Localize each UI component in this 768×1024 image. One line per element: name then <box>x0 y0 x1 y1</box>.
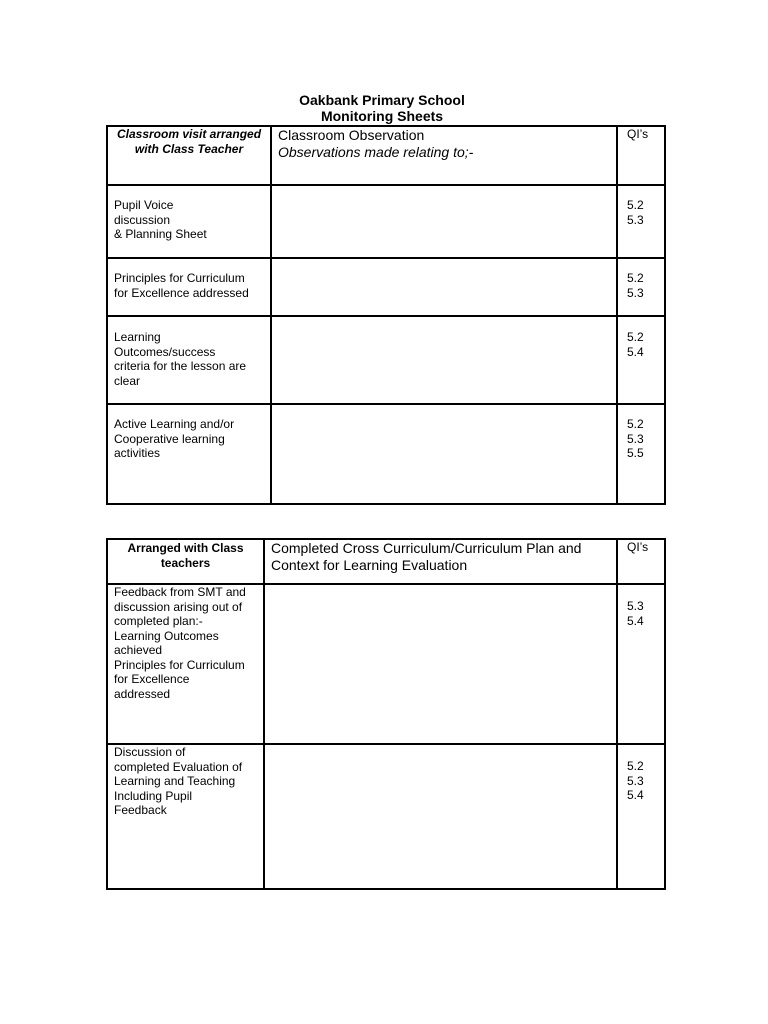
row-qis: 5.2 5.3 5.5 <box>617 404 665 504</box>
observation-cell[interactable] <box>271 258 617 316</box>
sheet-title: Monitoring Sheets <box>320 108 444 124</box>
school-name: Oakbank Primary School <box>299 92 465 108</box>
header-observation-subtitle: Observations made relating to;- <box>278 144 474 160</box>
row-qis: 5.2 5.4 <box>617 316 665 404</box>
evaluation-cell[interactable] <box>264 584 617 744</box>
row-label: Principles for Curriculum for Excellence addressed <box>107 258 271 316</box>
header-qis: QI’s <box>617 126 665 185</box>
header-observation <box>271 126 617 185</box>
header-visit-arrangement: Classroom visit arranged with Class Teacher <box>107 126 271 185</box>
row-label: Feedback from SMT and discussion arising out of completed plan:- Learning Outcomes achieved Principles for Curriculum for Excellence addressed <box>107 584 264 744</box>
row-qis: 5.2 5.3 <box>617 258 665 316</box>
row-label: Learning Outcomes/success criteria for the lesson are clear <box>107 316 271 404</box>
header-plan-evaluation: Completed Cross Curriculum/Curriculum Plan and Context for Learning Evaluation <box>264 539 617 584</box>
observation-cell[interactable] <box>271 404 617 504</box>
table-row <box>107 316 665 404</box>
table-row <box>107 584 665 744</box>
header-qis: QI’s <box>617 539 665 584</box>
row-qis: 5.2 5.3 5.4 <box>617 744 665 889</box>
classroom-observation-table <box>106 125 666 505</box>
evaluation-cell[interactable] <box>264 744 617 889</box>
table-row <box>107 404 665 504</box>
row-label: Pupil Voice discussion & Planning Sheet <box>107 185 271 258</box>
observation-cell[interactable] <box>271 185 617 258</box>
curriculum-evaluation-table <box>106 538 666 890</box>
row-qis: 5.3 5.4 <box>617 584 665 744</box>
table-row <box>107 744 665 889</box>
table-row <box>107 185 665 258</box>
header-arrangement: Arranged with Class teachers <box>107 539 264 584</box>
row-label: Discussion of completed Evaluation of Learning and Teaching Including Pupil Feedback <box>107 744 264 889</box>
row-qis: 5.2 5.3 <box>617 185 665 258</box>
table-header-row <box>107 539 665 584</box>
table-header-row <box>107 126 665 185</box>
table-row <box>107 258 665 316</box>
observation-cell[interactable] <box>271 316 617 404</box>
row-label: Active Learning and/or Cooperative learning activities <box>107 404 271 504</box>
header-observation-title: Classroom Observation <box>278 127 425 143</box>
